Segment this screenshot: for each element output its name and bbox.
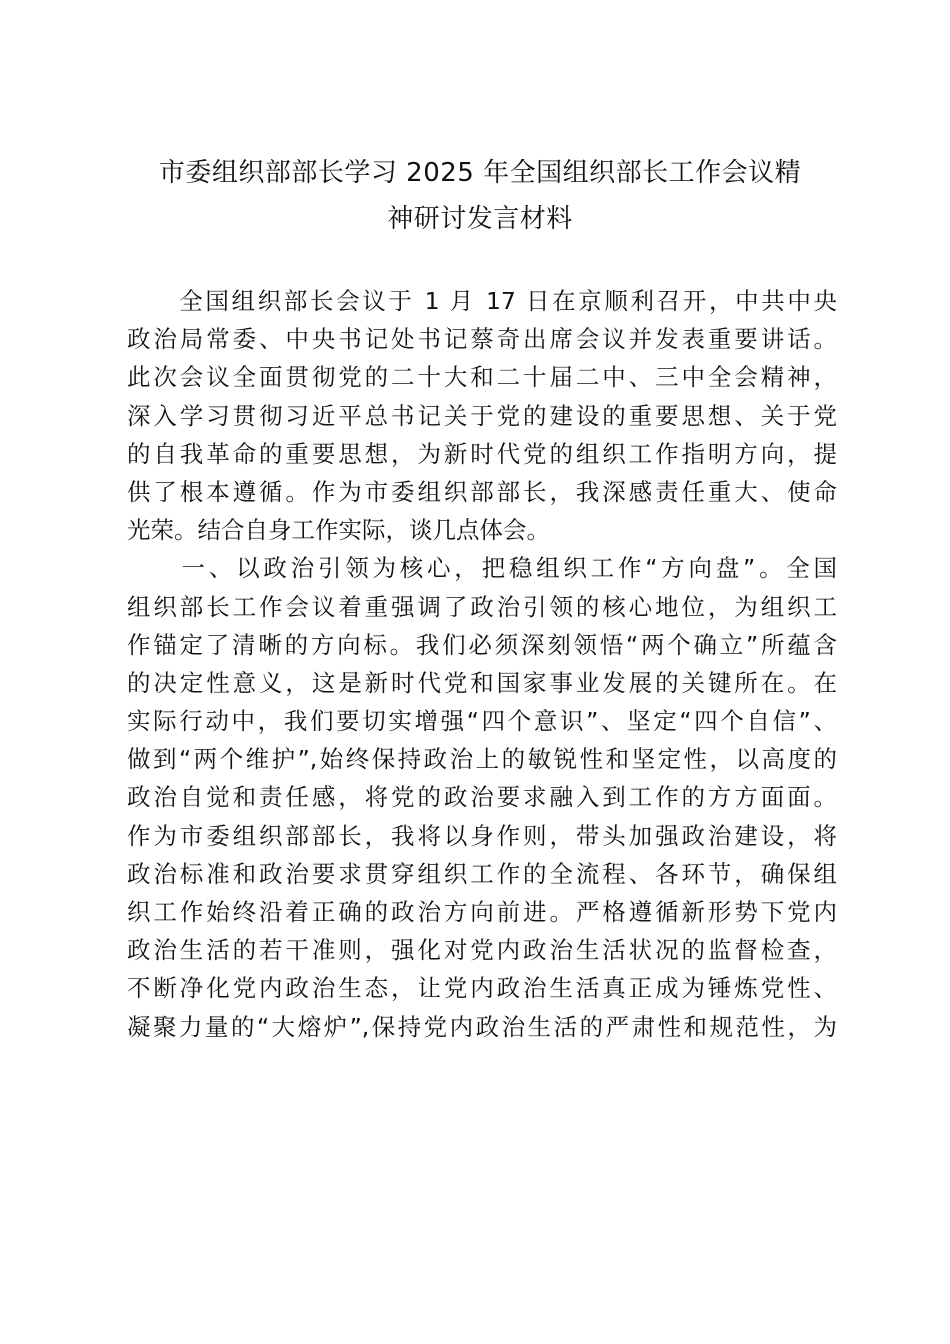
document-title — [120, 150, 840, 242]
body-line: 不断净化党内政治生态，让党内政治生活真正成为锤炼党性、 — [127, 974, 837, 1003]
body-line: 做到“两个维护”,始终保持政治上的敏锐性和坚定性，以高度的 — [127, 745, 837, 774]
body-line: 供了根本遵循。作为市委组织部部长，我深感责任重大、使命 — [127, 477, 837, 506]
body-line: 凝聚力量的“大熔炉”,保持党内政治生活的严肃性和规范性，为 — [127, 1012, 837, 1041]
body-line: 政治标准和政治要求贯穿组织工作的全流程、各环节，确保组 — [127, 859, 837, 888]
body-line: 一、以政治引领为核心，把稳组织工作“方向盘”。全国 — [127, 554, 837, 583]
body-line: 政治生活的若干准则，强化对党内政治生活状况的监督检查， — [127, 936, 837, 965]
document-body — [127, 282, 837, 1046]
paragraph-section-one — [127, 549, 837, 1045]
body-line: 的决定性意义，这是新时代党和国家事业发展的关键所在。在 — [127, 668, 837, 697]
title-line: 市委组织部部长学习 2025 年全国组织部长工作会议精 — [158, 158, 802, 188]
body-line: 的自我革命的重要思想，为新时代党的组织工作指明方向，提 — [127, 439, 837, 468]
body-line: 织工作始终沿着正确的政治方向前进。严格遵循新形势下党内 — [127, 898, 837, 926]
body-line: 政治自觉和责任感，将党的政治要求融入到工作的方方面面。 — [127, 783, 837, 812]
body-line: 光荣。结合自身工作实际，谈几点体会。 — [127, 516, 550, 545]
body-line: 实际行动中，我们要切实增强“四个意识”、坚定“四个自信”、 — [127, 707, 837, 736]
body-line: 此次会议全面贯彻党的二十大和二十届二中、三中全会精神， — [127, 363, 837, 392]
title-line: 神研讨发言材料 — [387, 204, 573, 234]
paragraph-intro — [127, 282, 837, 549]
body-line: 全国组织部长会议于 1 月 17 日在京顺利召开，中共中央 — [127, 287, 837, 315]
body-line: 组织部长工作会议着重强调了政治引领的核心地位，为组织工 — [127, 592, 837, 621]
body-line: 作为市委组织部部长，我将以身作则，带头加强政治建设，将 — [127, 821, 837, 850]
body-line: 深入学习贯彻习近平总书记关于党的建设的重要思想、关于党 — [127, 401, 837, 430]
body-line: 作锚定了清晰的方向标。我们必须深刻领悟“两个确立”所蕴含 — [127, 630, 837, 659]
body-line: 政治局常委、中央书记处书记蔡奇出席会议并发表重要讲话。 — [127, 325, 837, 354]
